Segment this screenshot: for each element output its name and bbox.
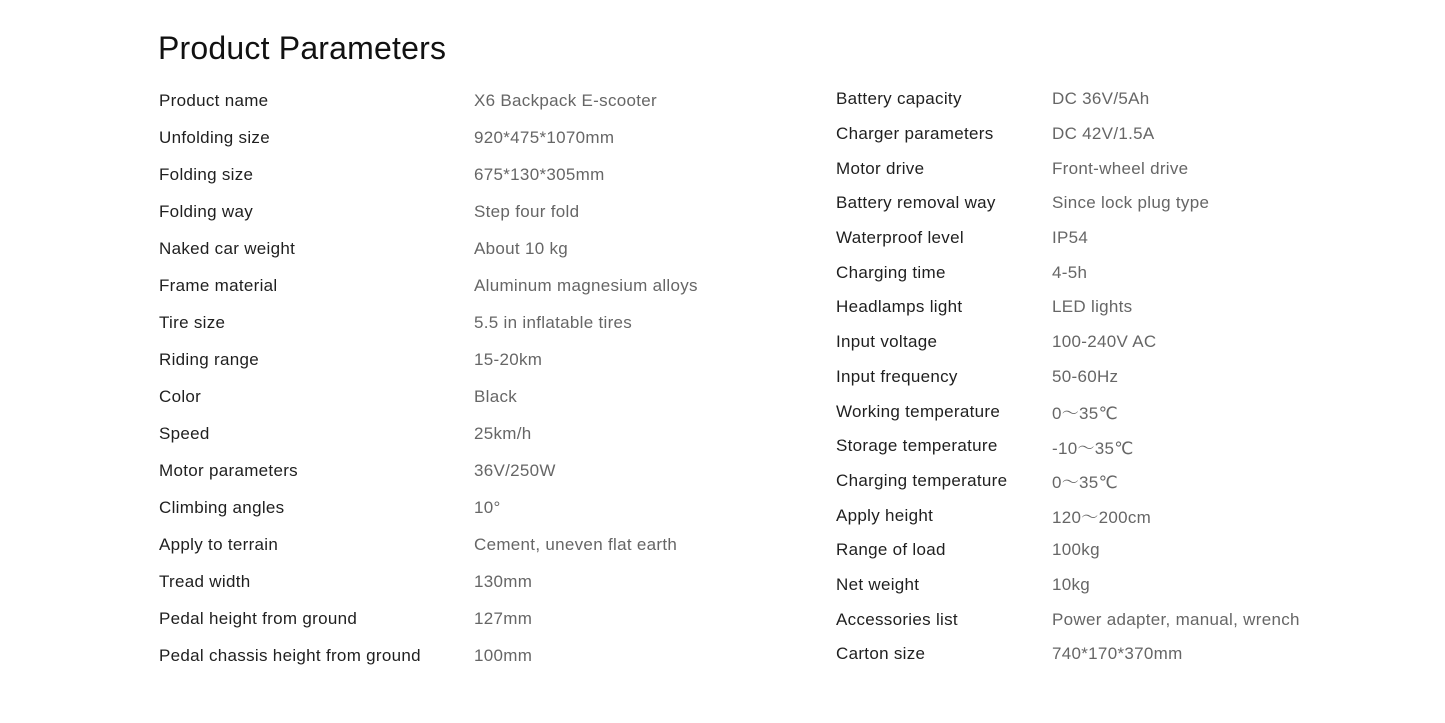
spec-value: 100kg bbox=[1052, 540, 1100, 560]
spec-value: Black bbox=[474, 386, 518, 406]
spec-label: Speed bbox=[159, 423, 210, 443]
spec-row bbox=[159, 415, 698, 452]
spec-row bbox=[159, 489, 698, 526]
spec-value: -10～35℃ bbox=[1052, 438, 1134, 458]
spec-label: Folding size bbox=[159, 164, 254, 184]
spec-row bbox=[159, 267, 698, 304]
spec-label: Color bbox=[159, 386, 202, 406]
spec-row bbox=[159, 452, 698, 489]
spec-label: Headlamps light bbox=[836, 297, 963, 317]
spec-value: LED lights bbox=[1052, 297, 1133, 317]
spec-value: 5.5 in inflatable tires bbox=[474, 312, 633, 332]
spec-row bbox=[159, 378, 698, 415]
spec-value: X6 Backpack E-scooter bbox=[474, 90, 657, 110]
spec-row bbox=[159, 193, 698, 230]
spec-label: Carton size bbox=[836, 644, 926, 664]
spec-row bbox=[836, 602, 1300, 637]
spec-row bbox=[836, 568, 1300, 603]
spec-label: Working temperature bbox=[836, 401, 1001, 421]
spec-value: About 10 kg bbox=[474, 238, 569, 258]
spec-row bbox=[836, 637, 1300, 672]
spec-row bbox=[159, 82, 698, 119]
spec-value: 4-5h bbox=[1052, 262, 1088, 282]
spec-label: Apply height bbox=[836, 505, 934, 525]
spec-value: 100-240V AC bbox=[1052, 332, 1157, 352]
spec-row bbox=[836, 186, 1300, 221]
spec-value: Cement, uneven flat earth bbox=[474, 534, 678, 554]
spec-label: Charging temperature bbox=[836, 470, 1008, 490]
spec-value: DC 42V/1.5A bbox=[1052, 124, 1155, 144]
spec-label: Charging time bbox=[836, 262, 946, 282]
spec-row bbox=[159, 637, 698, 674]
spec-row bbox=[159, 341, 698, 378]
spec-label: Climbing angles bbox=[159, 497, 285, 517]
spec-value: 15-20km bbox=[474, 349, 543, 369]
spec-row bbox=[836, 360, 1300, 395]
spec-row bbox=[836, 151, 1300, 186]
spec-value: 10kg bbox=[1052, 574, 1091, 594]
spec-row bbox=[836, 533, 1300, 568]
spec-value: Since lock plug type bbox=[1052, 193, 1210, 213]
spec-value: DC 36V/5Ah bbox=[1052, 89, 1150, 109]
spec-value: 130mm bbox=[474, 571, 533, 591]
spec-label: Product name bbox=[159, 90, 269, 110]
spec-value: IP54 bbox=[1052, 228, 1089, 248]
spec-value: 36V/250W bbox=[474, 460, 556, 480]
spec-label: Motor drive bbox=[836, 158, 925, 178]
spec-label: Range of load bbox=[836, 540, 946, 560]
spec-row bbox=[159, 230, 698, 267]
spec-value: 127mm bbox=[474, 608, 533, 628]
spec-row bbox=[836, 394, 1300, 429]
spec-list-right bbox=[836, 82, 1300, 672]
spec-row bbox=[159, 526, 698, 563]
spec-label: Motor parameters bbox=[159, 460, 298, 480]
spec-label: Tire size bbox=[159, 312, 226, 332]
spec-label: Folding way bbox=[159, 201, 254, 221]
spec-value: 740*170*370mm bbox=[1052, 644, 1183, 664]
spec-value: Step four fold bbox=[474, 201, 580, 221]
spec-label: Naked car weight bbox=[159, 238, 296, 258]
spec-value: 0～35℃ bbox=[1052, 404, 1118, 424]
spec-label: Input frequency bbox=[836, 366, 958, 386]
spec-label: Unfolding size bbox=[159, 127, 270, 147]
spec-value: Front-wheel drive bbox=[1052, 158, 1189, 178]
spec-value: 10° bbox=[474, 497, 501, 517]
spec-row bbox=[159, 119, 698, 156]
spec-row bbox=[836, 117, 1300, 152]
spec-row bbox=[836, 255, 1300, 290]
spec-value: 120～200cm bbox=[1052, 508, 1152, 528]
spec-label: Charger parameters bbox=[836, 124, 994, 144]
spec-row bbox=[159, 304, 698, 341]
spec-row bbox=[836, 429, 1300, 464]
spec-label: Apply to terrain bbox=[159, 534, 279, 554]
spec-row bbox=[836, 221, 1300, 256]
spec-value: 0～35℃ bbox=[1052, 473, 1118, 493]
spec-row bbox=[836, 498, 1300, 533]
spec-label: Battery removal way bbox=[836, 193, 996, 213]
page-title: Product Parameters bbox=[158, 30, 447, 66]
spec-value: 100mm bbox=[474, 645, 533, 665]
spec-label: Input voltage bbox=[836, 332, 938, 352]
spec-value: 50-60Hz bbox=[1052, 366, 1119, 386]
spec-label: Frame material bbox=[159, 275, 278, 295]
spec-label: Riding range bbox=[159, 349, 259, 369]
spec-label: Battery capacity bbox=[836, 89, 962, 109]
spec-value: 25km/h bbox=[474, 423, 532, 443]
spec-label: Tread width bbox=[159, 571, 251, 591]
spec-row bbox=[159, 156, 698, 193]
spec-value: 920*475*1070mm bbox=[474, 127, 615, 147]
spec-row bbox=[836, 82, 1300, 117]
spec-label: Pedal height from ground bbox=[159, 608, 358, 628]
spec-label: Accessories list bbox=[836, 609, 958, 629]
spec-row bbox=[159, 563, 698, 600]
spec-row bbox=[836, 290, 1300, 325]
spec-list-left bbox=[159, 82, 698, 674]
spec-row bbox=[836, 325, 1300, 360]
spec-value: Power adapter, manual, wrench bbox=[1052, 609, 1300, 629]
spec-label: Pedal chassis height from ground bbox=[159, 645, 421, 665]
spec-value: 675*130*305mm bbox=[474, 164, 605, 184]
spec-row bbox=[836, 464, 1300, 499]
spec-label: Storage temperature bbox=[836, 436, 998, 456]
spec-row bbox=[159, 600, 698, 637]
spec-label: Waterproof level bbox=[836, 228, 964, 248]
spec-value: Aluminum magnesium alloys bbox=[474, 275, 698, 295]
spec-label: Net weight bbox=[836, 574, 920, 594]
